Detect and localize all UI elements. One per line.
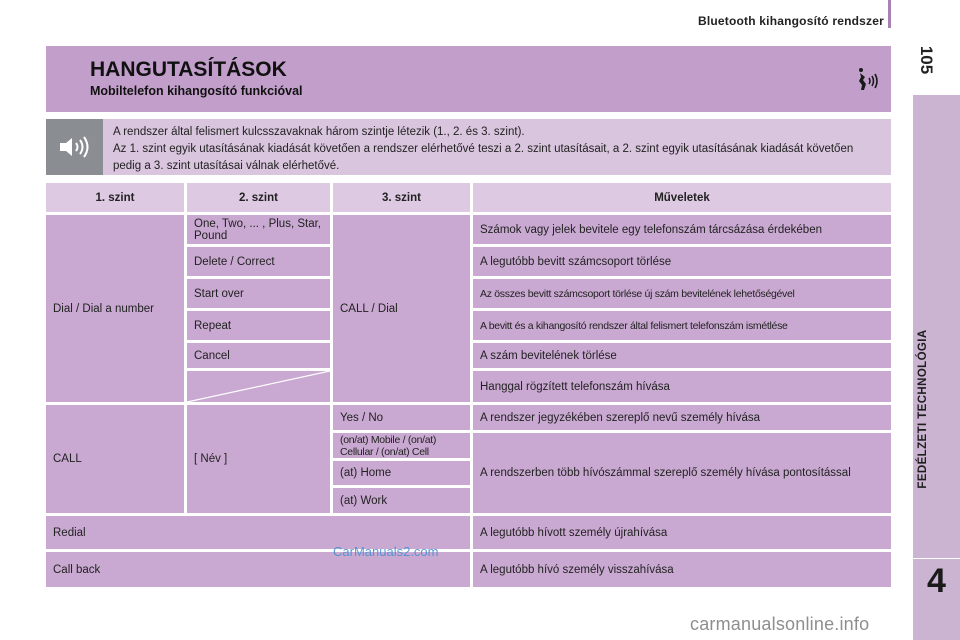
- voice-command-icon: [852, 66, 882, 94]
- action-call-multi: A rendszerben több hívószámmal szereplő személy hívása pontosítással: [473, 433, 891, 513]
- level3-home: (at) Home: [333, 461, 470, 485]
- action-repeat: A bevitt és a kihangosító rendszer által felismert telefonszám ismétlése: [473, 311, 891, 340]
- intro-icon-box: [46, 119, 103, 175]
- level3-call-dial: CALL / Dial: [333, 215, 470, 402]
- voice-speaker-icon: [58, 135, 92, 159]
- chapter-number: 4: [927, 562, 946, 600]
- level3-work: (at) Work: [333, 488, 470, 513]
- page-title: HANGUTASÍTÁSOK: [90, 58, 287, 81]
- header-accent-bar: [888, 0, 891, 28]
- level2-delete: Delete / Correct: [187, 247, 330, 276]
- action-dial-recorded: Hanggal rögzített telefonszám hívása: [473, 371, 891, 402]
- level3-mobile: (on/at) Mobile / (on/at) Cellular / (on/at) Cell: [333, 433, 470, 458]
- intro-text: [103, 119, 891, 175]
- level2-repeat: Repeat: [187, 311, 330, 340]
- level2-cancel: Cancel: [187, 343, 330, 368]
- chapter-label: FEDÉLZETI TECHNOLÓGIA: [917, 329, 929, 489]
- action-cancel: A szám bevitelének törlése: [473, 343, 891, 368]
- intro-line-2: Az 1. szint egyik utasításának kiadását követően a rendszer elérhetővé teszi a 2. szint utasításait, a 2. szint egyik utasításának kiadását követően pedig a 3. szint utasításai válnak elérhetővé.: [113, 143, 854, 172]
- section-title: Bluetooth kihangosító rendszer: [697, 14, 884, 28]
- page-subtitle: Mobiltelefon kihangosító funkcióval: [90, 84, 303, 98]
- level2-start-over: Start over: [187, 279, 330, 308]
- action-call-back: A legutóbb hívó személy visszahívása: [473, 552, 891, 587]
- empty-cell-slash: [187, 371, 330, 402]
- header-level3: 3. szint: [333, 183, 470, 212]
- level1-dial: Dial / Dial a number: [46, 215, 184, 402]
- header-actions: Műveletek: [473, 183, 891, 212]
- level1-redial: Redial: [46, 516, 470, 549]
- level2-name: [ Név ]: [187, 405, 330, 513]
- header-level2: 2. szint: [187, 183, 330, 212]
- level3-yes-no: Yes / No: [333, 405, 470, 430]
- voice-command-table: [46, 183, 891, 587]
- action-call-name: A rendszer jegyzékében szereplő nevű személy hívása: [473, 405, 891, 430]
- header-level1: 1. szint: [46, 183, 184, 212]
- watermark: CarManuals2.com: [333, 544, 439, 559]
- action-redial: A legutóbb hívott személy újrahívása: [473, 516, 891, 549]
- action-delete-last: A legutóbb bevitt számcsoport törlése: [473, 247, 891, 276]
- action-enter-digits: Számok vagy jelek bevitele egy telefonszám tárcsázása érdekében: [473, 215, 891, 244]
- level1-call: CALL: [46, 405, 184, 513]
- footer-watermark: carmanualsonline.info: [690, 614, 870, 634]
- intro-line-1: A rendszer által felismert kulcsszavaknak három szintje létezik (1., 2. és 3. szint).: [113, 126, 525, 138]
- level1-call-back: Call back: [46, 552, 470, 587]
- chapter-divider: [913, 558, 960, 559]
- page-number: 105: [917, 45, 936, 75]
- action-delete-all: Az összes bevitt számcsoport törlése új szám bevitelének lehetőségével: [473, 279, 891, 308]
- level2-digits: One, Two, ... , Plus, Star, Pound: [187, 215, 330, 244]
